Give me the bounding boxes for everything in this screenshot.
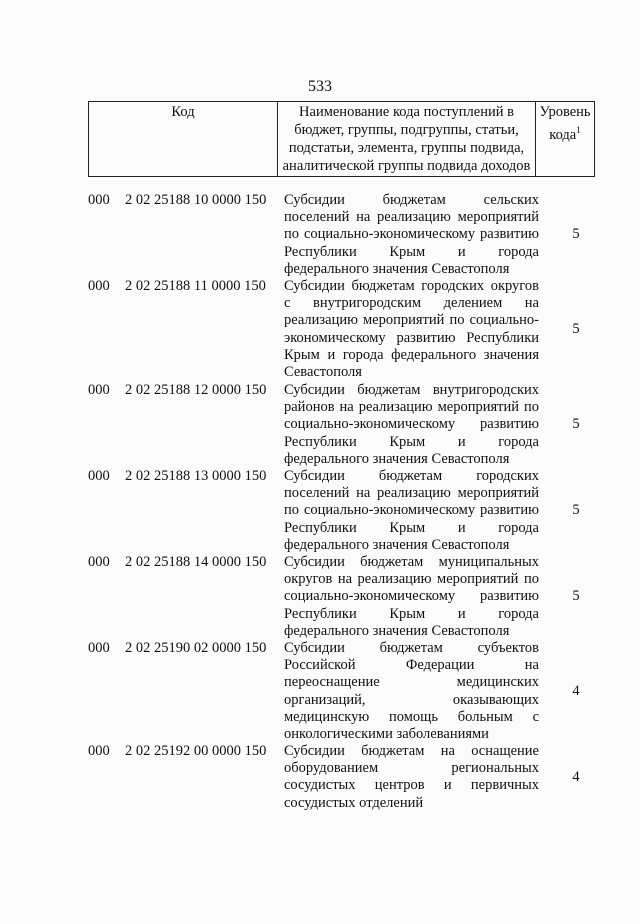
code-level: 4: [572, 683, 580, 699]
admin-code: 000: [88, 554, 110, 570]
table-header: [88, 101, 595, 177]
header-name: [278, 102, 536, 177]
admin-code: 000: [88, 382, 110, 398]
code-level: 5: [572, 588, 580, 604]
revenue-code: 2 02 25188 12 0000 150: [125, 382, 267, 398]
code-level: 5: [572, 502, 580, 518]
admin-code: 000: [88, 468, 110, 484]
revenue-code: 2 02 25188 13 0000 150: [125, 468, 267, 484]
revenue-code: 2 02 25188 10 0000 150: [125, 192, 267, 208]
table-row: [0, 192, 640, 278]
header-level-label: Уровень кода: [539, 104, 591, 143]
revenue-code: 2 02 25188 14 0000 150: [125, 554, 267, 570]
table-row: [0, 640, 640, 743]
admin-code: 000: [88, 192, 110, 208]
revenue-name: Субсидии бюджетам городских поселений на реализацию мероприятий по социально-экономическому развитию Республики Крым и города федерального значения Севастополя: [284, 468, 539, 553]
page-number: 533: [308, 78, 332, 95]
code-level: 5: [572, 321, 580, 337]
table-row: [0, 554, 640, 640]
table-row: [0, 382, 640, 468]
table-row: [0, 743, 640, 823]
header-code: [89, 102, 278, 177]
code-level: 5: [572, 416, 580, 432]
revenue-code: 2 02 25188 11 0000 150: [125, 278, 266, 294]
admin-code: 000: [88, 640, 110, 656]
revenue-name: Субсидии бюджетам внутригородских районов на реализацию мероприятий по социально-экономическому развитию Республики Крым и города федерального значения Севастополя: [284, 382, 539, 467]
table-row: [0, 278, 640, 382]
table-body: [0, 192, 640, 823]
footnote-marker: 1: [576, 125, 581, 135]
revenue-name: Субсидии бюджетам на оснащение оборудованием региональных сосудистых центров и первичных сосудистых отделений: [284, 743, 539, 811]
admin-code: 000: [88, 278, 110, 294]
revenue-name: Субсидии бюджетам сельских поселений на реализацию мероприятий по социально-экономическому развитию Республики Крым и города федерального значения Севастополя: [284, 192, 539, 277]
code-level: 5: [572, 226, 580, 242]
table-row: [0, 468, 640, 554]
header-code-label: Код: [171, 104, 195, 120]
revenue-name: Субсидии бюджетам субъектов Российской Федерации на переоснащение медицинских организаций, оказывающих медицинскую помощь больным с онкологическими заболеваниями: [284, 640, 539, 743]
revenue-code: 2 02 25192 00 0000 150: [125, 743, 267, 759]
revenue-code: 2 02 25190 02 0000 150: [125, 640, 267, 656]
revenue-name: Субсидии бюджетам муниципальных округов на реализацию мероприятий по социально-экономическому развитию Республики Крым и города федерального значения Севастополя: [284, 554, 539, 639]
revenue-name: Субсидии бюджетам городских округов с внутригородским делением на реализацию мероприятий по социально-экономическому развитию Республики Крым и города федерального значения Севастополя: [284, 278, 539, 381]
code-level: 4: [572, 769, 580, 785]
header-level: [536, 102, 595, 177]
header-name-label: Наименование кода поступлений в бюджет, группы, подгруппы, статьи, подстатьи, элемента, группы подвида, аналитической группы подвида доходов: [282, 104, 531, 174]
admin-code: 000: [88, 743, 110, 759]
